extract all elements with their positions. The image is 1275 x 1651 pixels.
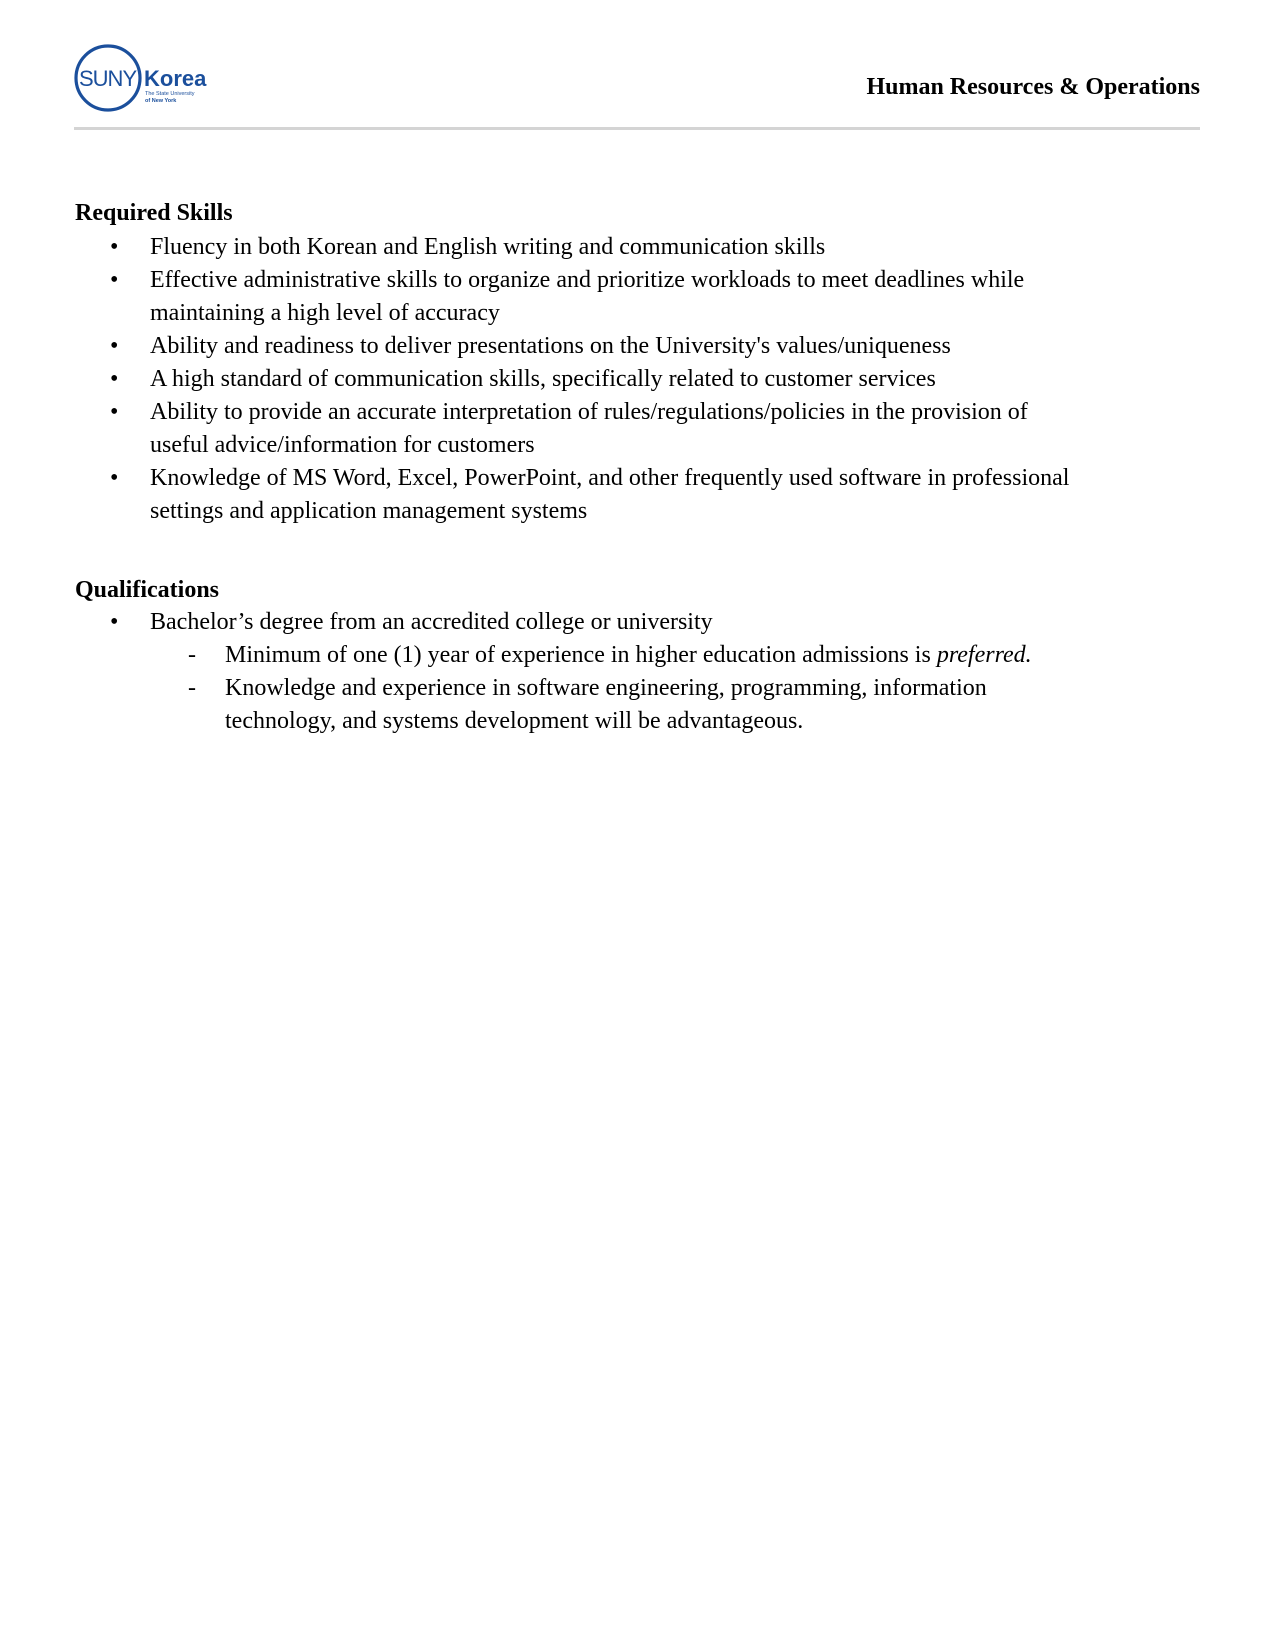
bullet-icon: • (110, 366, 119, 392)
list-item-text: Fluency in both Korean and English writing and communication skills (150, 234, 826, 260)
bullet-icon: • (110, 399, 119, 425)
svg-text:Korea: Korea (144, 66, 207, 91)
list-item (0, 462, 1070, 528)
list-item-text: Effective administrative skills to organize and prioritize workloads to meet deadlines while maintaining a high level of accuracy (150, 267, 1025, 326)
header-divider (74, 127, 1200, 130)
dash-icon: - (188, 675, 196, 701)
bullet-icon: • (110, 465, 119, 491)
list-item (0, 264, 1070, 330)
required-skills-heading: Required Skills (75, 200, 233, 226)
bullet-icon: • (110, 267, 119, 293)
list-item (0, 606, 1070, 639)
list-item-text: Ability to provide an accurate interpretation of rules/regulations/policies in the provision of useful advice/information for customers (150, 399, 1028, 458)
suny-korea-logo (72, 42, 212, 116)
required-skills-list (0, 231, 1070, 528)
list-item-text: Ability and readiness to deliver presentations on the University's values/uniqueness (150, 333, 951, 359)
qualifications-list (0, 606, 1085, 738)
sub-list-item-text: Minimum of one (1) year of experience in higher education admissions is (225, 642, 937, 668)
svg-text:of New York: of New York (145, 98, 177, 104)
list-item-text: Knowledge of MS Word, Excel, PowerPoint, and other frequently used software in professional settings and application management systems (150, 465, 1070, 524)
sub-list-item (0, 672, 1085, 738)
list-item (0, 363, 1070, 396)
qualifications-heading: Qualifications (75, 577, 220, 603)
emphasis-text: preferred. (936, 642, 1032, 668)
list-item (0, 330, 1070, 363)
sub-list-item (0, 639, 1085, 672)
list-item (0, 231, 1070, 264)
svg-text:The State University: The State University (145, 91, 195, 97)
bullet-icon: • (110, 333, 119, 359)
dash-icon: - (188, 642, 196, 668)
bullet-icon: • (110, 234, 119, 260)
list-item-text: A high standard of communication skills, specifically related to customer services (150, 366, 936, 392)
svg-text:SUNY: SUNY (79, 66, 137, 91)
list-item-text: Bachelor’s degree from an accredited college or university (150, 609, 713, 635)
list-item (0, 396, 1070, 462)
sub-list-item-text: Knowledge and experience in software engineering, programming, information technology, and systems development will be advantageous. (225, 675, 987, 734)
bullet-icon: • (110, 609, 119, 635)
department-title: Human Resources & Operations (866, 74, 1200, 100)
